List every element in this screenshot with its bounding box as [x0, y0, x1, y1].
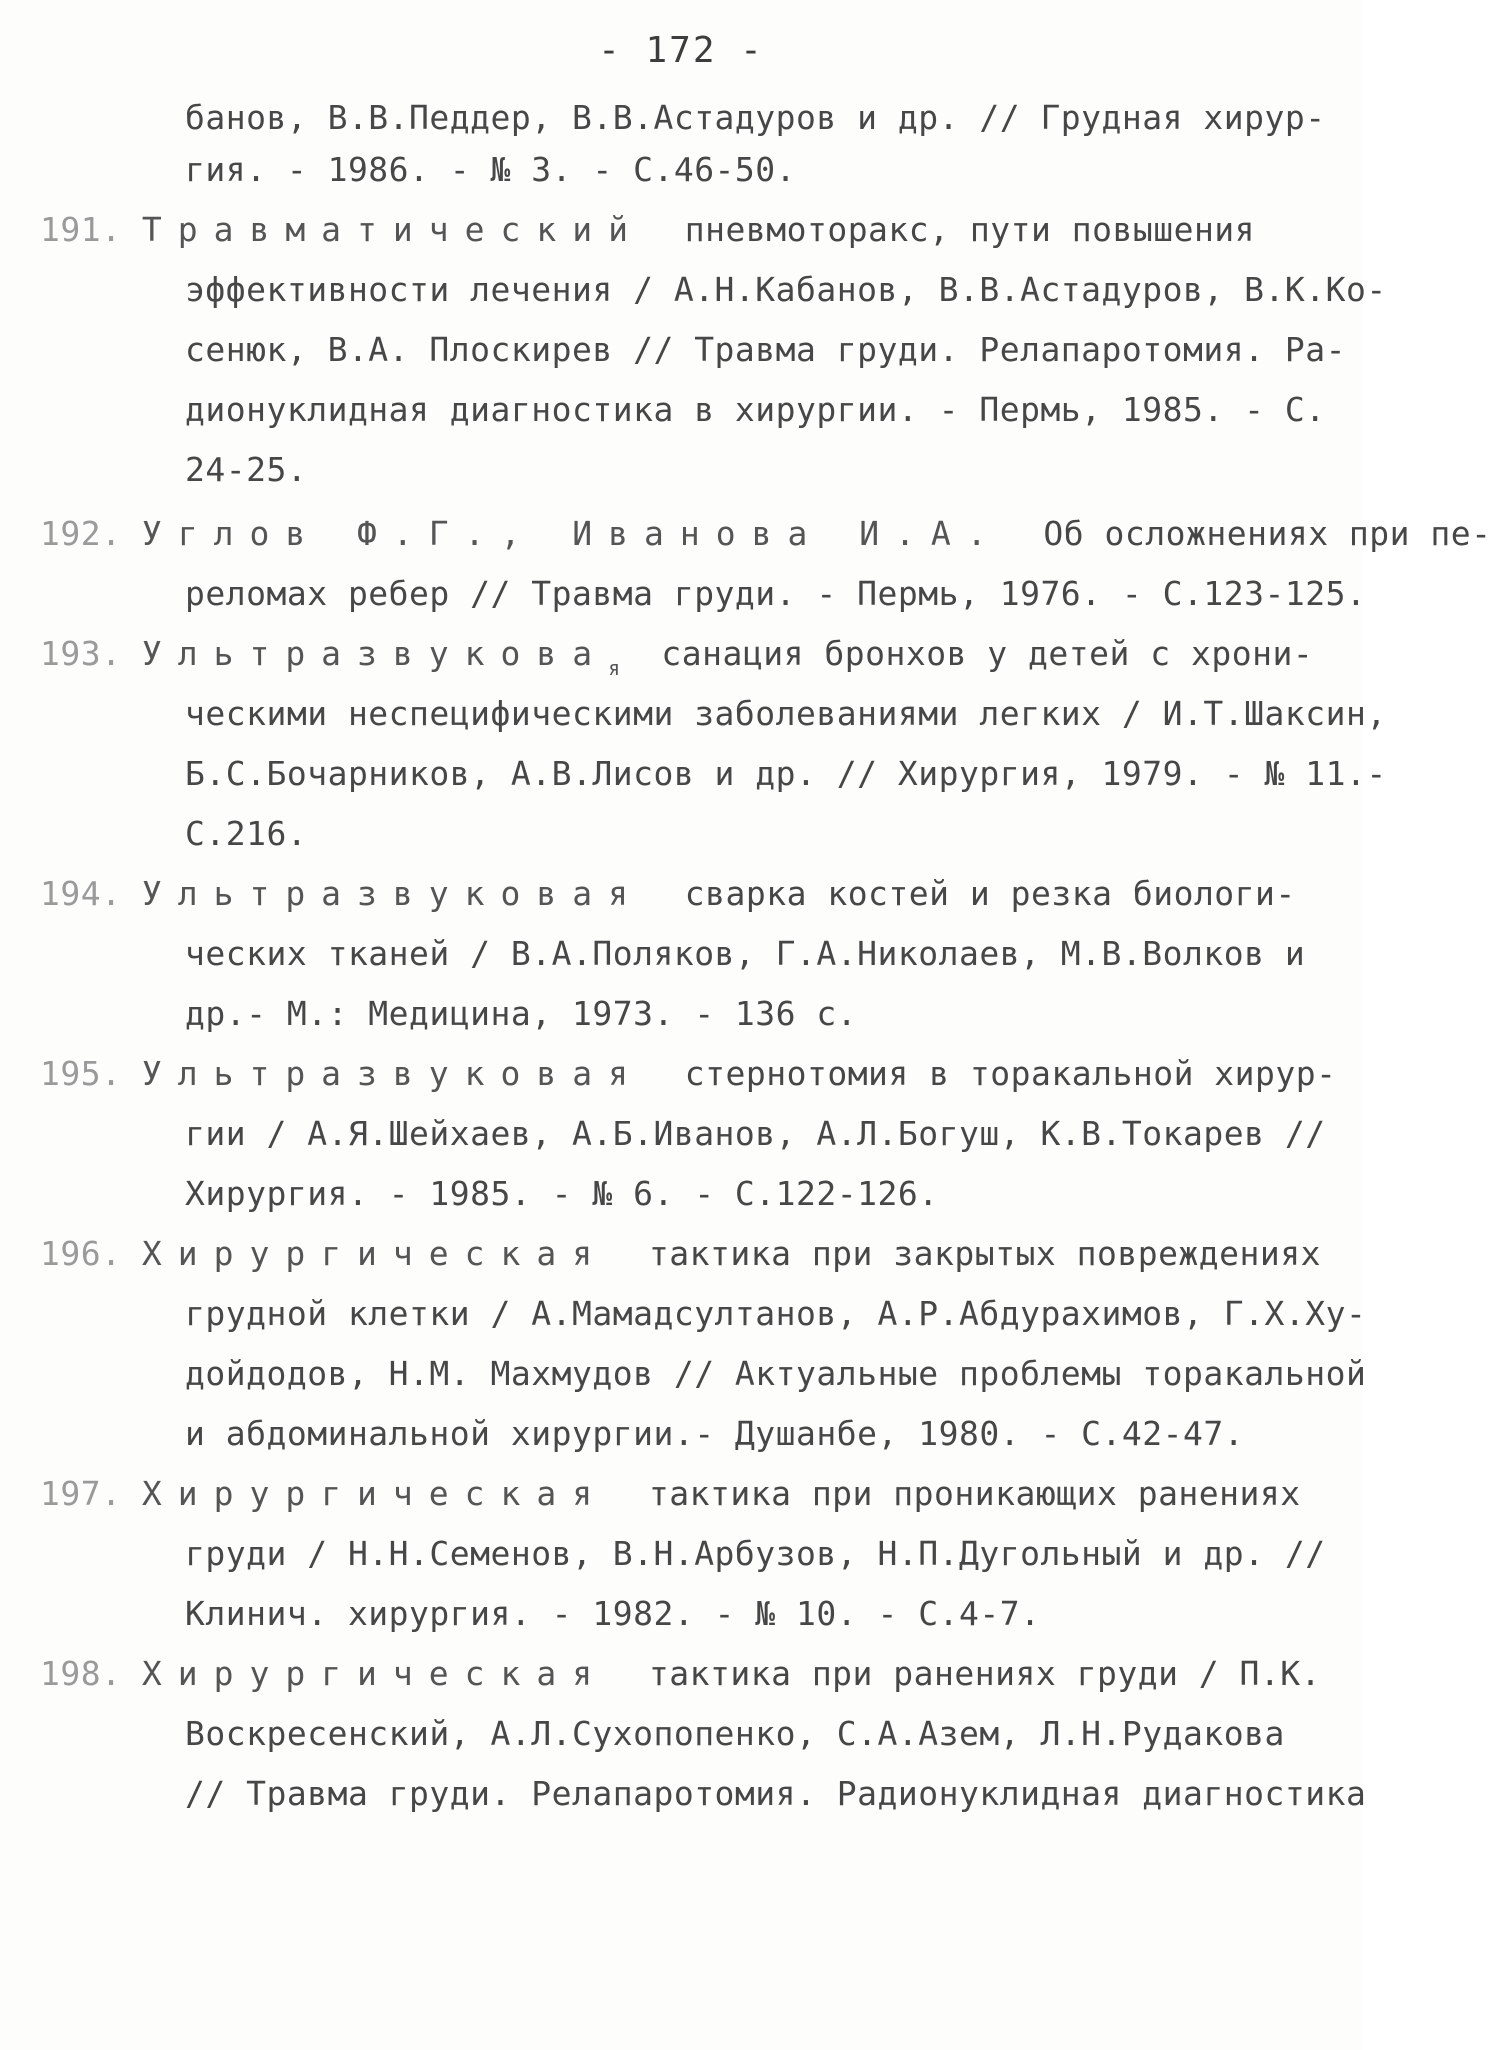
- text-line: [185, 1592, 1040, 1636]
- text-line: [185, 1292, 1366, 1336]
- entry-heading: Углов Ф.Г., Иванова И.А.: [141, 514, 1003, 553]
- entry-text: Клинич. хирургия. - 1982. - № 10. - С.4-7.: [185, 1594, 1041, 1633]
- entry-text: // Травма груди. Релапаротомия. Радионуклидная диагностика: [185, 1774, 1367, 1813]
- entry-text: Б.С.Бочарников, А.В.Лисов и др. // Хирургия, 1979. - № 11.-: [185, 754, 1387, 793]
- entry-heading: Хирургическая: [141, 1474, 609, 1513]
- text-line: [185, 812, 307, 856]
- entry-text: санация бронхов у детей с хрони-: [661, 634, 1314, 673]
- entry-number: 196.: [40, 1234, 142, 1273]
- entry-text: тактика при закрытых повреждениях: [648, 1234, 1322, 1273]
- entry-text: гии / А.Я.Шейхаев, А.Б.Иванов, А.Л.Богуш, К.В.Токарев //: [185, 1114, 1326, 1153]
- entry-text: 24-25.: [185, 450, 308, 489]
- text-line: [185, 752, 1387, 796]
- entry-number: 191.: [40, 210, 142, 249]
- entry-text: др.- М.: Медицина, 1973. - 136 с.: [185, 994, 858, 1033]
- entry-text: груди / Н.Н.Семенов, В.Н.Арбузов, Н.П.Дугольный и др. //: [185, 1534, 1326, 1573]
- entry-text: сварка костей и резка биологи-: [684, 874, 1296, 913]
- entry-text: гия. - 1986. - № 3. - С.46-50.: [185, 150, 797, 189]
- text-line: [185, 268, 1387, 312]
- text-line: [185, 328, 1346, 372]
- entry-heading: Травматический: [141, 210, 644, 249]
- page-number: - 172 -: [598, 30, 764, 71]
- entry-text: тактика при ранениях груди / П.К.: [648, 1654, 1322, 1693]
- text-line: [40, 1652, 1321, 1696]
- entry-text: ческих тканей / В.А.Поляков, Г.А.Николаев, М.В.Волков и: [185, 934, 1306, 973]
- entry-text: грудной клетки / А.Мамадсултанов, А.Р.Абдурахимов, Г.Х.Ху-: [185, 1294, 1367, 1333]
- text-line: [185, 448, 307, 492]
- text-line: [40, 208, 1255, 252]
- text-line: [185, 692, 1387, 736]
- entry-number: 195.: [40, 1054, 142, 1093]
- entry-text: эффективности лечения / А.Н.Кабанов, В.В.Астадуров, В.К.Ко-: [185, 270, 1387, 309]
- text-line: [185, 1712, 1285, 1756]
- text-line: [185, 1412, 1244, 1456]
- entry-number: 193.: [40, 634, 142, 673]
- text-line: [40, 512, 1492, 556]
- text-line: [40, 1052, 1337, 1096]
- entry-text: и абдоминальной хирургии.- Душанбе, 1980. - С.42-47.: [185, 1414, 1245, 1453]
- entry-text: банов, В.В.Педдер, В.В.Астадуров и др. // Грудная хирур-: [185, 98, 1326, 137]
- entry-text: тактика при проникающих ранениях: [648, 1474, 1301, 1513]
- text-line: [185, 1112, 1326, 1156]
- text-line: [185, 572, 1366, 616]
- text-line: [40, 872, 1296, 916]
- text-line: [185, 1532, 1326, 1576]
- entry-text: пневмоторакс, пути повышения: [684, 210, 1256, 249]
- entry-text: дойдодов, Н.М. Махмудов // Актуальные проблемы торакальной: [185, 1354, 1367, 1393]
- entry-text: Об осложнениях при пе-: [1043, 514, 1492, 553]
- entry-heading-subscript: я: [608, 656, 621, 680]
- entry-heading: Хирургическая: [141, 1234, 609, 1273]
- text-line: [185, 1352, 1366, 1396]
- entry-text: Хирургия. - 1985. - № 6. - С.122-126.: [185, 1174, 939, 1213]
- entry-text: Воскресенский, А.Л.Сухопопенко, С.А.Азем, Л.Н.Рудакова: [185, 1714, 1285, 1753]
- text-line: [185, 1772, 1366, 1816]
- entry-heading: Ультразвукова: [141, 634, 609, 673]
- entry-number: 192.: [40, 514, 142, 553]
- entry-text: реломах ребер // Травма груди. - Пермь, 1976. - С.123-125.: [185, 574, 1367, 613]
- entry-text: сенюк, В.А. Плоскирев // Травма груди. Релапаротомия. Ра-: [185, 330, 1346, 369]
- entry-number: 198.: [40, 1654, 142, 1693]
- entry-text: стернотомия в торакальной хирур-: [684, 1054, 1337, 1093]
- text-line: [40, 1232, 1321, 1276]
- entry-number: 194.: [40, 874, 142, 913]
- entry-text: дионуклидная диагностика в хирургии. - Пермь, 1985. - С.: [185, 390, 1326, 429]
- text-line: [185, 148, 796, 192]
- text-line: [185, 932, 1305, 976]
- text-line: [40, 1472, 1301, 1516]
- entry-heading: Хирургическая: [141, 1654, 609, 1693]
- text-line: [185, 96, 1326, 140]
- entry-number: 197.: [40, 1474, 142, 1513]
- entry-heading: Ультразвуковая: [141, 1054, 644, 1093]
- text-line: [185, 992, 857, 1036]
- entry-text: С.216.: [185, 814, 308, 853]
- text-line: [185, 1172, 939, 1216]
- text-line: [40, 632, 1313, 690]
- entry-heading: Ультразвуковая: [141, 874, 644, 913]
- text-line: [185, 388, 1326, 432]
- entry-text: ческими неспецифическими заболеваниями легких / И.Т.Шаксин,: [185, 694, 1387, 733]
